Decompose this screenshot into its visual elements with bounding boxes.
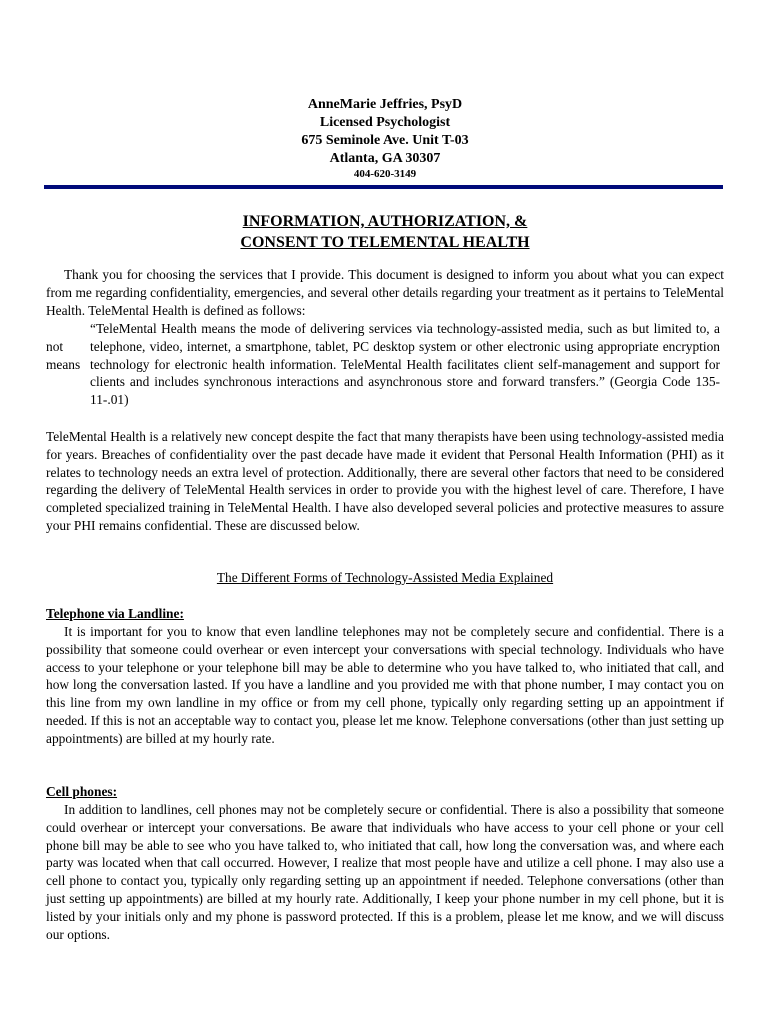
address-line-1: 675 Seminole Ave. Unit T-03 <box>301 133 469 148</box>
section-body-cell-phones: In addition to landlines, cell phones may not be completely secure or confidential. There is also a possibility that someone could overhear or intercept your conversations. Be aware that individuals who have access to your cell phone or your cell phone bill may be able to see who you have talked to, who initiated that call, how long the conversation was, and where each party was located when that call occurred. However, I realize that most people have and utilize a cell phone. I may also use a cell phone to contact you, typically only regarding setting up an appointment if needed. Telephone conversations (other than just setting up appointments) are billed at my hourly rate. Additionally, I keep your phone number in my cell phone, but it is listed by your initials only and my phone is password protected. If this is a problem, please let me know, and we will discuss our options. <box>46 802 724 942</box>
section-heading-cell-phones: Cell phones: <box>46 784 118 799</box>
intro-paragraph: Thank you for choosing the services that I provide. This document is designed to inform you about what you can expect from me regarding confidentiality, emergencies, and several other details regarding your treatment as it pertains to TeleMental Health. TeleMental Health is defined as follows: <box>46 267 724 318</box>
provider-phone: 404-620-3149 <box>353 168 417 180</box>
provider-name: AnneMarie Jeffries, PsyD <box>307 97 463 112</box>
document-title-line-1: INFORMATION, AUTHORIZATION, & <box>242 213 528 230</box>
quote-margin-word-1: not <box>46 339 64 354</box>
definition-quote: “TeleMental Health means the mode of delivering services via technology-assisted media, such as but limited to, a telephone, video, internet, a smartphone, tablet, PC desktop system or other electronic using appropriate encryption technology for electronic health information. TeleMental Health facilitates client self-management and support for clients and includes synchronous interactions and asynchronous store and forward transfers.” (Georgia Code 135-11-.01) <box>90 321 720 408</box>
provider-credential: Licensed Psychologist <box>319 115 451 130</box>
header-divider <box>44 185 723 189</box>
document-title-line-2: CONSENT TO TELEMENTAL HEALTH <box>240 234 530 251</box>
section-heading-landline: Telephone via Landline: <box>46 606 184 621</box>
quote-margin-word-2: means <box>46 357 81 372</box>
address-line-2: Atlanta, GA 30307 <box>329 151 441 166</box>
body-paragraph: TeleMental Health is a relatively new concept despite the fact that many therapists have been using technology-assisted media for years. Breaches of confidentiality over the past decade have made it evident that Personal Health Information (PHI) as it relates to technology needs an extra level of protection. Additionally, there are several other factors that need to be considered regarding the delivery of TeleMental Health services in order to provide you with the highest level of care. Therefore, I have completed specialized training in TeleMental Health. I have also developed several policies and protective measures to assure your PHI remains confidential. These are discussed below. <box>46 429 724 533</box>
section-subheading: The Different Forms of Technology-Assisted Media Explained <box>216 570 554 585</box>
section-body-landline: It is important for you to know that even landline telephones may not be completely secure and confidential. There is a possibility that someone could overhear or even intercept your conversations with special technology. Individuals who have access to your telephone or your telephone bill may be able to determine who you have talked to, who initiated that call, and how long the conversation lasted. If you have a landline and you provided me with that phone number, I may contact you on this line from my own landline in my office or from my cell phone, typically only regarding setting up an appointment if needed. If this is not an acceptable way to contact you, please let me know. Telephone conversations (other than just setting up appointments) are billed at my hourly rate. <box>46 624 724 746</box>
